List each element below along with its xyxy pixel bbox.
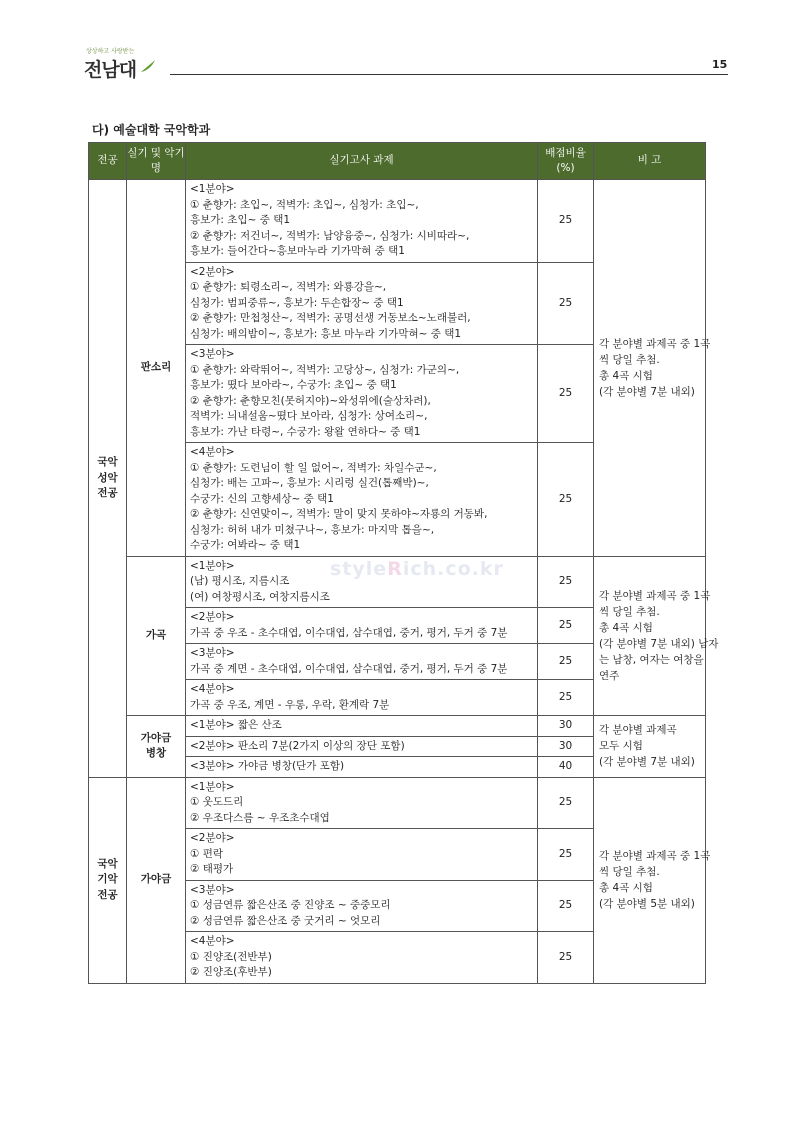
task-cell <box>186 443 538 557</box>
task-line: 병창 <box>145 747 167 760</box>
table-row <box>89 716 706 737</box>
watermark: styleRich.co.kr <box>330 558 504 580</box>
ratio-cell: 25 <box>538 345 594 443</box>
task-line: 총 4곡 시험 <box>599 369 653 382</box>
task-line: 국악 <box>97 456 118 468</box>
task-line: ① 웃도드리 <box>190 796 244 808</box>
header-ratio: 배점비율 (%) <box>538 143 594 180</box>
task-line: 기악 <box>97 873 118 886</box>
task-line: ② 성금연류 짧은산조 중 굿거리 ~ 엇모리 <box>190 914 381 927</box>
task-cell <box>186 736 538 757</box>
task-cell <box>186 932 538 984</box>
task-cell <box>186 777 538 829</box>
task-line: 가야금 <box>140 873 172 886</box>
task-cell <box>186 180 538 263</box>
task-line: ② 태평가 <box>190 863 234 875</box>
task-line: ① 춘향가: 퇴령소리~, 적벽가: 와룡강을~, <box>190 281 387 293</box>
section-title: 다) 예술대학 국악학과 <box>92 123 211 137</box>
note-cell <box>594 716 706 778</box>
task-cell <box>186 644 538 680</box>
task-line: 전공 <box>97 888 118 901</box>
task-line: 성악 <box>97 471 118 484</box>
task-line: 수궁가: 여봐라~ 중 택1 <box>190 539 301 551</box>
task-cell <box>186 680 538 716</box>
task-cell <box>186 608 538 644</box>
task-line: 총 4곡 시험 <box>599 882 653 894</box>
task-line: 는 남창, 여자는 여창을 <box>599 653 704 666</box>
task-cell <box>186 757 538 778</box>
task-line: 심청가: 허허 내가 미쳤구나~, 흥보가: 마지막 톱을~, <box>190 523 435 536</box>
exam-table <box>88 142 719 984</box>
task-line: (각 분야별 7분 내외) <box>599 385 695 398</box>
header-task: 실기고사 과제 <box>186 143 538 180</box>
task-line: <4분야> <box>190 683 235 695</box>
task-line: 흥보가: 뗬다 보아라~, 수궁가: 초입~ 중 택1 <box>190 379 397 391</box>
ratio-cell: 25 <box>538 608 594 644</box>
task-cell <box>186 262 538 345</box>
task-line: <1분야> <box>190 559 235 572</box>
task-line: <4분야> <box>190 935 235 947</box>
task-line: ② 우조다스름 ~ 우조초수대엽 <box>190 811 330 824</box>
task-line: ① 춘향가: 초입~, 적벽가: 초입~, 심청가: 초입~, <box>190 198 419 211</box>
task-line: <2분야> <box>190 832 235 844</box>
note-cell <box>594 556 719 716</box>
task-line: (각 분야별 7분 내외) <box>599 756 695 769</box>
task-line: <1분야> <box>190 183 235 195</box>
task-line: ① 춘향가: 도련님이 할 일 없어~, 적벽가: 차일수군~, <box>190 461 437 474</box>
task-line: <2분야> 판소리 7분(2가지 이상의 장단 포함) <box>190 739 405 752</box>
task-line: 각 분야별 과제곡 중 1곡 <box>599 337 711 350</box>
task-line: <1분야> 짧은 산조 <box>190 719 282 731</box>
ratio-cell: 25 <box>538 644 594 680</box>
task-line: (여) 여창평시조, 여창지름시조 <box>190 590 330 603</box>
task-line: <4분야> <box>190 446 235 458</box>
instrument-cell <box>127 180 186 557</box>
note-cell <box>594 180 711 557</box>
task-line: <3분야> <box>190 883 235 896</box>
task-line: 심청가: 배의밤이~, 흥보가: 흥보 마누라 기가막혀~ 중 택1 <box>190 327 462 340</box>
task-line: 가곡 중 우조 - 초수대엽, 이수대엽, 삼수대엽, 중거, 평거, 두거 중 7분 <box>190 626 508 639</box>
ratio-cell: 25 <box>538 880 594 932</box>
task-line: 가곡 중 우조, 계면 - 우롱, 우락, 환계락 7분 <box>190 698 390 711</box>
header-instrument: 실기 및 악기명 <box>127 143 186 180</box>
task-line: (각 분야별 5분 내외) <box>599 898 695 910</box>
table-row <box>89 777 706 829</box>
task-line: 적벽가: 늬내설움~뗬다 보아라, 심청가: 상여소리~, <box>190 410 428 422</box>
task-line: <2분야> <box>190 611 235 623</box>
logo-tagline: 상상하고 사랑받는 <box>86 48 135 55</box>
task-line: 국악 <box>97 857 118 870</box>
task-line: ① 편락 <box>190 847 224 860</box>
task-line: 판소리 <box>140 361 172 373</box>
task-line: 모두 시험 <box>599 740 643 753</box>
task-line: 흥보가: 초입~ 중 택1 <box>190 214 291 226</box>
logo-text: 전남대 <box>84 59 137 81</box>
header-note: 비 고 <box>594 143 706 180</box>
task-line: (남) 평시조, 지름시조 <box>190 575 290 587</box>
instrument-cell <box>127 716 186 778</box>
task-line: 가곡 중 계면 - 초수대엽, 이수대엽, 삼수대엽, 중거, 평거, 두거 중 7분 <box>190 662 508 675</box>
task-line: ② 진양조(후반부) <box>190 966 272 978</box>
task-line: 흥보가: 들어간다~흥보마누라 기가막혀 중 택1 <box>190 245 405 257</box>
ratio-cell: 25 <box>538 262 594 345</box>
task-line: ② 춘향가: 만첩청산~, 적벽가: 공명선생 거동보소~노래불러, <box>190 312 471 324</box>
table-row <box>89 180 706 263</box>
task-line: 각 분야별 과제곡 중 1곡 <box>599 589 711 602</box>
ratio-cell: 25 <box>538 777 594 829</box>
table-row <box>89 556 706 608</box>
task-line: ② 춘향가: 저건너~, 적벽가: 남양융중~, 심청가: 시비따라~, <box>190 229 470 242</box>
task-line: ② 춘향가: 신연맞이~, 적벽가: 말이 맞지 못하야~자룡의 거동봐, <box>190 508 488 520</box>
ratio-cell: 25 <box>538 829 594 881</box>
ratio-cell: 25 <box>538 932 594 984</box>
logo <box>84 46 164 82</box>
task-line: 각 분야별 과제곡 <box>599 724 677 737</box>
task-line: 수궁가: 신의 고향세상~ 중 택1 <box>190 492 334 505</box>
task-line: ① 성금연류 짧은산조 중 진양조 ~ 중중모리 <box>190 899 391 911</box>
instrument-cell <box>127 777 186 983</box>
ratio-cell: 30 <box>538 736 594 757</box>
task-line: ① 춘향가: 와락뛰어~, 적벽가: 고당상~, 심청가: 가군의~, <box>190 363 460 376</box>
header-major: 전공 <box>89 143 127 180</box>
task-line: <1분야> <box>190 780 235 793</box>
task-line: 전공 <box>97 487 118 499</box>
task-cell <box>186 556 538 608</box>
page-number: 15 <box>712 58 728 71</box>
task-cell <box>186 716 538 737</box>
ratio-cell: 40 <box>538 757 594 778</box>
task-line: 총 4곡 시험 <box>599 621 653 634</box>
instrument-cell <box>127 556 186 716</box>
major-cell <box>89 777 127 983</box>
task-line: <2분야> <box>190 265 235 278</box>
ratio-cell: 25 <box>538 556 594 608</box>
note-cell <box>594 777 711 983</box>
task-line: 흥보가: 가난 타령~, 수궁가: 왕왈 연하다~ 중 택1 <box>190 425 421 438</box>
table-header-row <box>89 143 706 180</box>
task-cell <box>186 829 538 881</box>
task-line: (각 분야별 7분 내외) 남자 <box>599 637 719 650</box>
task-cell <box>186 345 538 443</box>
leaf-icon <box>140 58 156 74</box>
ratio-cell: 25 <box>538 680 594 716</box>
task-line: <3분야> <box>190 647 235 659</box>
task-line: 씩 당일 추첨. <box>599 353 660 366</box>
task-line: 각 분야별 과제곡 중 1곡 <box>599 850 711 862</box>
ratio-cell: 25 <box>538 180 594 263</box>
task-cell <box>186 880 538 932</box>
ratio-cell: 30 <box>538 716 594 737</box>
task-line: 씩 당일 추첨. <box>599 605 660 618</box>
task-line: 심청가: 범피중류~, 흥보가: 두손합장~ 중 택1 <box>190 296 404 309</box>
task-line: ① 진양조(전반부) <box>190 950 272 963</box>
task-line: 심청가: 배는 고파~, 흥보가: 시리렁 실건(톱째박)~, <box>190 477 429 489</box>
ratio-cell: 25 <box>538 443 594 557</box>
task-line: ② 춘향가: 춘향모친(못허지야)~와성위에(술상차려), <box>190 394 431 407</box>
header-divider <box>170 74 728 75</box>
task-line: 씩 당일 추첨. <box>599 866 660 878</box>
task-line: <3분야> <box>190 348 235 360</box>
task-line: <3분야> 가야금 병창(단가 포함) <box>190 760 345 772</box>
task-line: 가야금 <box>140 731 172 744</box>
task-line: 가곡 <box>145 629 167 641</box>
task-line: 연주 <box>599 669 620 682</box>
major-cell <box>89 180 127 778</box>
